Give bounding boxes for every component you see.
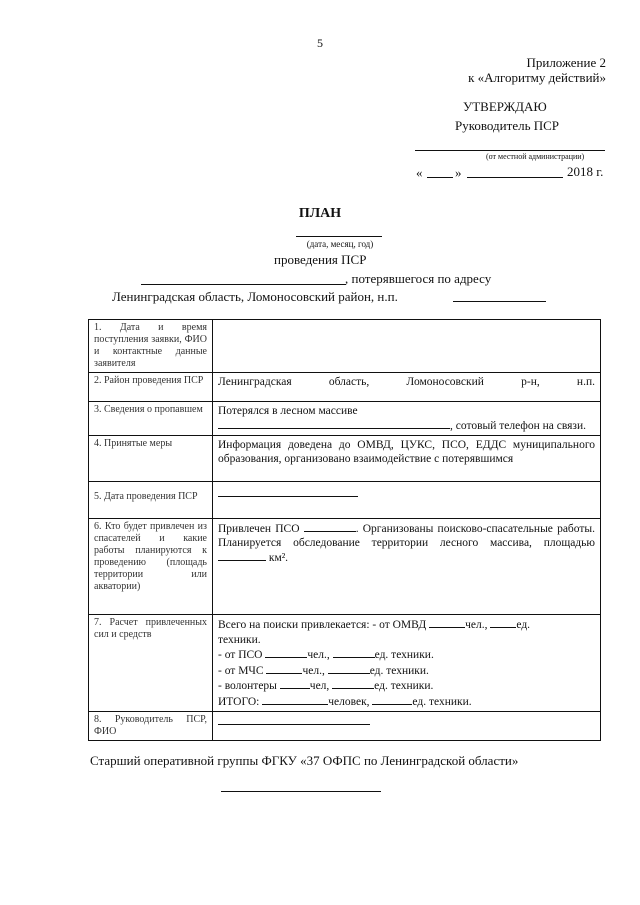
pso-people-unit: чел., <box>307 649 330 661</box>
plan-date-line <box>296 236 382 237</box>
head-signature-line <box>415 150 605 151</box>
year-label: 2018 г. <box>567 164 604 179</box>
mchs-people-unit: чел., <box>302 664 325 677</box>
missing-person-value <box>213 402 601 436</box>
rescuers-value <box>213 519 601 615</box>
pso-equipment-unit: ед. техники. <box>374 649 434 661</box>
omvd-people-unit: чел., <box>465 619 488 631</box>
pso-label: - от ПСО <box>218 649 263 661</box>
total-people-unit: человек, <box>328 695 370 708</box>
missing-line-2-text: , сотовый телефон на связи. <box>450 420 586 432</box>
row-label: 7. Расчет привлеченных сил и средств <box>89 615 213 712</box>
volunteers-label: - волонтеры <box>218 680 277 692</box>
address-text: Ленинградская область, Ломоносовский район, н.п. <box>112 289 398 304</box>
date-quote-close: » <box>455 165 462 180</box>
signature-title: Старший оперативной группы ФГКУ «37 ОФПС по Ленинградской области» <box>90 753 519 768</box>
plan-title: ПЛАН <box>298 206 342 221</box>
row-value-empty <box>213 320 601 373</box>
rescuers-text-a: Привлечен ПСО <box>218 523 300 535</box>
total-equipment-blank <box>372 694 412 705</box>
missing-line-1: Потерялся в лесном массиве <box>218 405 358 417</box>
head-caption: (от местной администрации) <box>486 152 585 161</box>
settlement-blank <box>453 301 546 302</box>
omvd-equipment-unit: ед. <box>516 619 531 631</box>
mchs-people-blank <box>266 663 302 674</box>
leader-value <box>213 712 601 741</box>
total-people-blank <box>262 694 328 705</box>
pso-equipment-blank <box>333 647 375 658</box>
forces-line-6 <box>218 694 595 710</box>
volunteers-equipment-unit: ед. техники. <box>374 680 434 692</box>
plan-conduct: проведения ПСР <box>274 252 367 267</box>
total-label: ИТОГО: <box>218 695 260 708</box>
day-blank <box>427 177 453 178</box>
leader-blank <box>218 714 370 725</box>
table-row <box>89 712 601 741</box>
approve-heading: УТВЕРЖДАЮ <box>463 99 547 114</box>
pso-people-blank <box>265 647 307 658</box>
row-label: 2. Район проведения ПСР <box>89 373 213 402</box>
plan-table <box>88 319 601 741</box>
pso-blank <box>304 521 356 532</box>
month-blank <box>467 177 563 178</box>
forces-value <box>213 615 601 712</box>
rescuers-text-b: . Организованы поисково-спасательные работы. Планируется обследование территории лесного массива, площадью <box>218 523 595 549</box>
district-value: Ленинградская область, Ломоносовский р-н, н.п. <box>213 373 601 402</box>
plan-date-caption: (дата, месяц, год) <box>306 239 374 249</box>
missing-line-2 <box>218 418 595 433</box>
table-row <box>89 402 601 436</box>
row-label: 3. Сведения о пропавшем <box>89 402 213 436</box>
volunteers-equipment-blank <box>332 678 374 689</box>
table-row <box>89 519 601 615</box>
area-unit: км². <box>268 552 289 564</box>
volunteers-people-blank <box>280 678 310 689</box>
forces-line-1 <box>218 617 595 633</box>
page-number: 5 <box>317 36 323 50</box>
row-label: 6. Кто будет привлечен из спасателей и какие работы планируются к проведению (площадь территории или акватории) <box>89 519 213 615</box>
date-quote-open: « <box>416 165 423 180</box>
signature-line <box>221 791 381 792</box>
omvd-equipment-blank <box>490 617 516 628</box>
mchs-label: - от МЧС <box>218 664 264 677</box>
forces-line-3 <box>218 647 595 663</box>
area-blank <box>218 550 266 561</box>
appendix-label: Приложение 2 <box>526 55 606 70</box>
table-row <box>89 615 601 712</box>
head-title: Руководитель ПСР <box>455 118 560 133</box>
forces-line-4 <box>218 663 595 679</box>
volunteers-people-unit: чел, <box>309 680 330 692</box>
lost-at-text: , потерявшегося по адресу <box>345 271 492 286</box>
appendix-reference: к «Алгоритму действий» <box>468 70 606 85</box>
search-date-value <box>213 482 601 519</box>
omvd-people-blank <box>429 617 465 628</box>
table-row <box>89 373 601 402</box>
mchs-equipment-blank <box>328 663 370 674</box>
forces-line-2: техники. <box>218 633 261 646</box>
row-label: 5. Дата проведения ПСР <box>89 482 213 519</box>
search-date-blank <box>218 486 358 497</box>
table-row <box>89 482 601 519</box>
measures-value: Информация доведена до ОМВД, ЦУКС, ПСО, ЕДДС муниципального образования, организовано взаимодействие с потерявшимся <box>213 436 601 482</box>
row-label: 4. Принятые меры <box>89 436 213 482</box>
row-label: 8. Руководитель ПСР, ФИО <box>89 712 213 741</box>
forces-omvd-label: Всего на поиски привлекается: - от ОМВД <box>218 619 427 631</box>
total-equipment-unit: ед. техники. <box>412 695 472 708</box>
row-label: 1. Дата и время поступления заявки, ФИО и контактные данные заявителя <box>89 320 213 373</box>
table-row <box>89 320 601 373</box>
lost-person-name-line <box>141 284 346 285</box>
forces-line-5 <box>218 678 595 694</box>
table-row <box>89 436 601 482</box>
mchs-equipment-unit: ед. техники. <box>369 664 429 677</box>
phone-blank <box>218 418 450 429</box>
